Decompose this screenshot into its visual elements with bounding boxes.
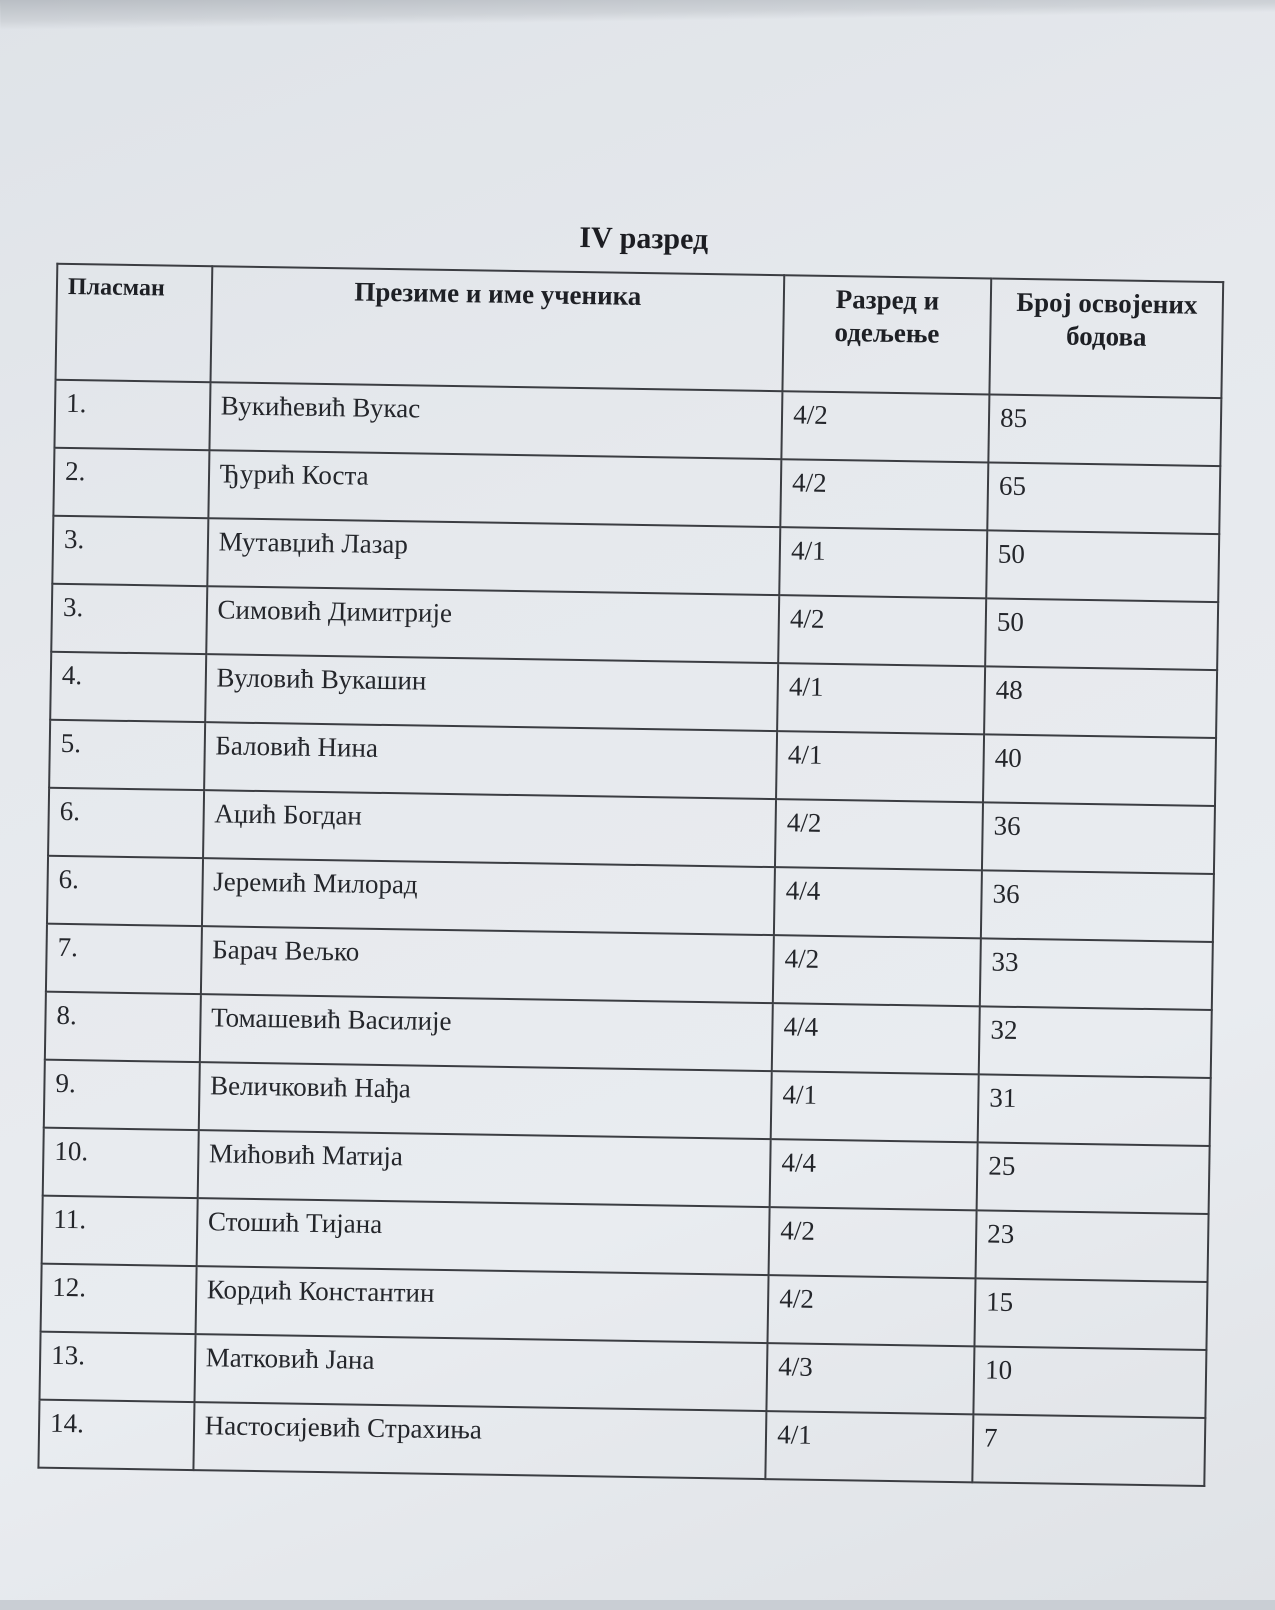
cell-points: 40 [983,734,1216,806]
cell-points: 32 [979,1006,1212,1078]
cell-class: 4/2 [782,391,990,462]
cell-class: 4/2 [769,1207,977,1278]
cell-rank: 12. [41,1264,197,1334]
cell-name: Аџић Богдан [203,790,777,867]
cell-name: Мићовић Матија [197,1130,771,1207]
header-class: Разред и одељење [783,275,992,394]
cell-points: 31 [978,1074,1211,1146]
cell-rank: 8. [45,992,201,1062]
cell-name: Кордић Константин [195,1266,769,1343]
cell-class: 4/2 [768,1275,976,1346]
cell-class: 4/2 [778,595,986,666]
cell-class: 4/1 [776,731,984,802]
cell-points: 33 [980,938,1213,1010]
cell-points: 48 [984,666,1217,738]
page-title: IV разред [579,220,709,257]
cell-rank: 13. [40,1332,196,1402]
cell-points: 50 [986,530,1219,602]
cell-class: 4/2 [775,799,983,870]
cell-points: 65 [987,462,1220,534]
cell-class: 4/1 [779,527,987,598]
cell-name: Вукићевић Вукас [209,382,783,459]
cell-rank: 11. [42,1196,198,1266]
cell-name: Вуловић Вукашин [205,654,779,731]
cell-points: 85 [988,394,1221,466]
cell-rank: 10. [43,1128,199,1198]
cell-rank: 9. [44,1060,200,1130]
cell-points: 15 [974,1278,1207,1350]
cell-name: Симовић Димитрије [206,586,780,663]
cell-rank: 6. [48,788,204,858]
cell-name: Барач Вељко [201,926,775,1003]
table-header-row [56,264,1224,398]
cell-class: 4/4 [770,1139,978,1210]
cell-rank: 3. [51,584,207,654]
cell-name: Мутавџић Лазар [207,518,781,595]
header-rank: Пласман [56,264,212,382]
cell-points: 23 [976,1210,1209,1282]
cell-rank: 14. [38,1400,194,1470]
cell-class: 4/2 [780,459,988,530]
cell-rank: 3. [52,516,208,586]
cell-name: Матковић Јана [194,1334,768,1411]
cell-points: 10 [973,1346,1206,1418]
header-points: Број освојених бодова [989,278,1223,398]
cell-name: Ђурић Коста [208,450,782,527]
cell-class: 4/2 [773,935,981,1006]
cell-class: 4/4 [772,1003,980,1074]
cell-class: 4/4 [774,867,982,938]
cell-name: Јеремић Милорад [202,858,776,935]
cell-rank: 2. [53,448,209,518]
cell-rank: 1. [54,380,210,450]
cell-points: 50 [985,598,1218,670]
cell-class: 4/1 [777,663,985,734]
header-name: Презиме и име ученика [210,266,784,391]
cell-points: 7 [972,1414,1205,1486]
cell-class: 4/1 [766,1411,974,1482]
cell-rank: 6. [47,856,203,926]
cell-points: 36 [982,802,1215,874]
cell-class: 4/3 [767,1343,975,1414]
cell-points: 36 [981,870,1214,942]
cell-class: 4/1 [771,1071,979,1142]
cell-rank: 7. [46,924,202,994]
cell-name: Баловић Нина [204,722,778,799]
cell-rank: 5. [49,720,205,790]
cell-name: Стошић Тијана [196,1198,770,1275]
cell-name: Величковић Нађа [198,1062,772,1139]
cell-name: Настосијевић Страхиња [193,1402,767,1479]
cell-points: 25 [977,1142,1210,1214]
cell-name: Томашевић Василије [199,994,773,1071]
cell-rank: 4. [50,652,206,722]
results-table [37,263,1224,1487]
